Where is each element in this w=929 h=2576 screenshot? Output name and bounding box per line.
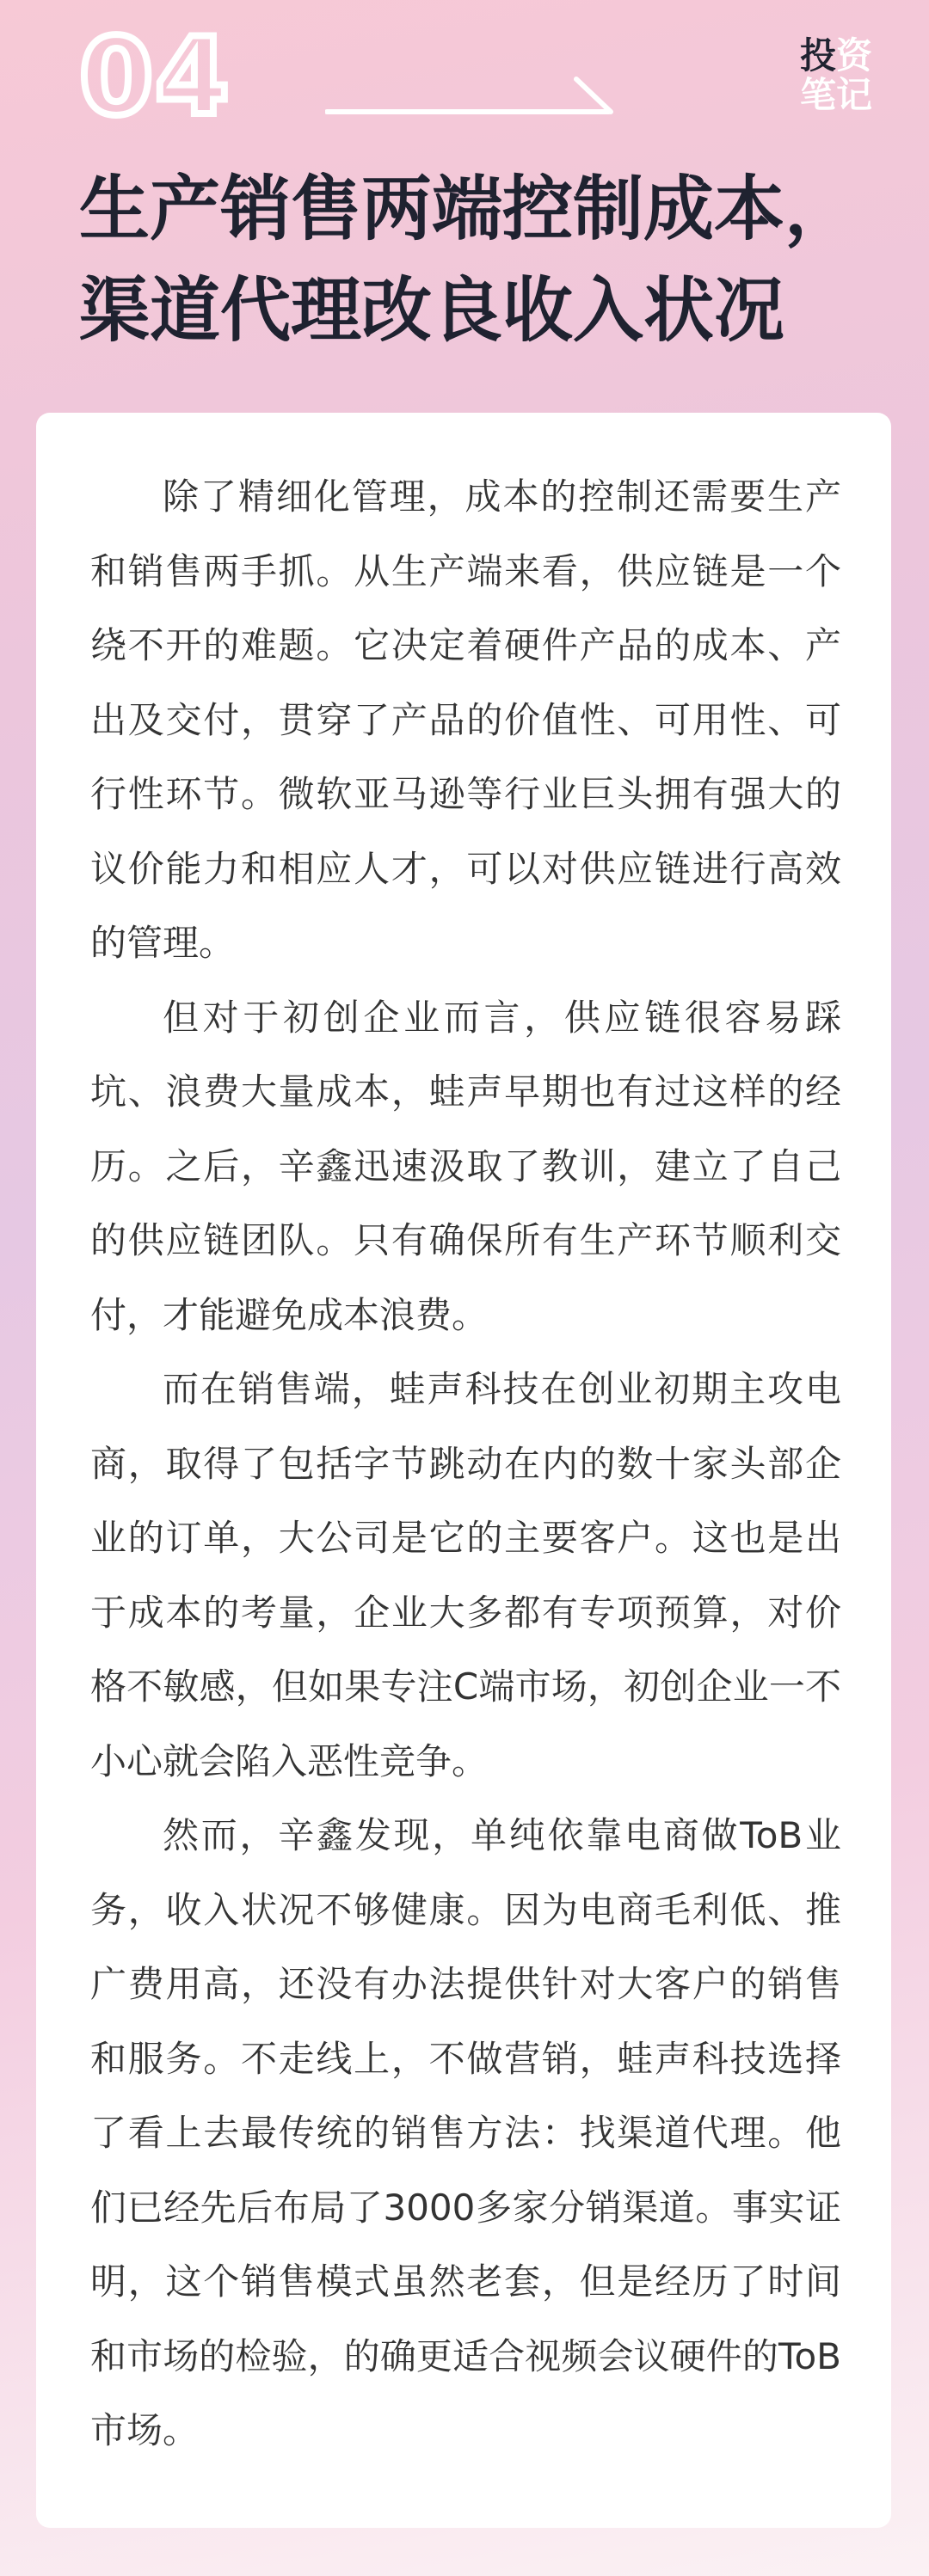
article-paragraph-4: 然而，辛鑫发现，单纯依靠电商做ToB业务，收入状况不够健康。因为电商毛利低、推广费用高，还没有办法提供针对大客户的销售和服务。不走线上，不做营销，蛙声科技选择了看上去最传统的销售方法：找渠道代理。他们已经先后布局了3000多家分销渠道。事实证明，这个销售模式虽然老套，但是经历了时间和市场的检验，的确更适合视频会议硬件的ToB市场。 [90, 1814, 841, 2451]
logo-text-bottom: 笔记 [800, 74, 873, 116]
brand-logo [800, 36, 886, 115]
article-card [36, 413, 891, 2528]
article-paragraph-3: 而在销售端，蛙声科技在创业初期主攻电商，取得了包括字节跳动在内的数十家头部企业的订单，大公司是它的主要客户。这也是出于成本的考量，企业大多都有专项预算，对价格不敏感，但如果专注C端市场，初创企业一不小心就会陷入恶性竞争。 [90, 1368, 841, 1782]
title-line-2: 渠道代理改良收入状况 [79, 270, 785, 352]
article-paragraph-2: 但对于初创企业而言，供应链很容易踩坑、浪费大量成本，蛙声早期也有过这样的经历。之后，辛鑫迅速汲取了教训，建立了自己的供应链团队。只有确保所有生产环节顺利交付，才能避免成本浪费。 [90, 996, 841, 1336]
arrow-right-icon [325, 71, 618, 122]
logo-text-top: 投资 [800, 34, 873, 77]
section-number: 04 [79, 15, 231, 139]
article-paragraph-1: 除了精细化管理，成本的控制还需要生产和销售两手抓。从生产端来看，供应链是一个绕不开的难题。它决定着硬件产品的成本、产出及交付，贯穿了产品的价值性、可用性、可行性环节。微软亚马逊等行业巨头拥有强大的议价能力和相应人才，可以对供应链进行高效的管理。 [90, 475, 841, 964]
header [0, 0, 929, 413]
title-line-1: 生产销售两端控制成本， [79, 169, 856, 250]
page-title [79, 159, 855, 362]
